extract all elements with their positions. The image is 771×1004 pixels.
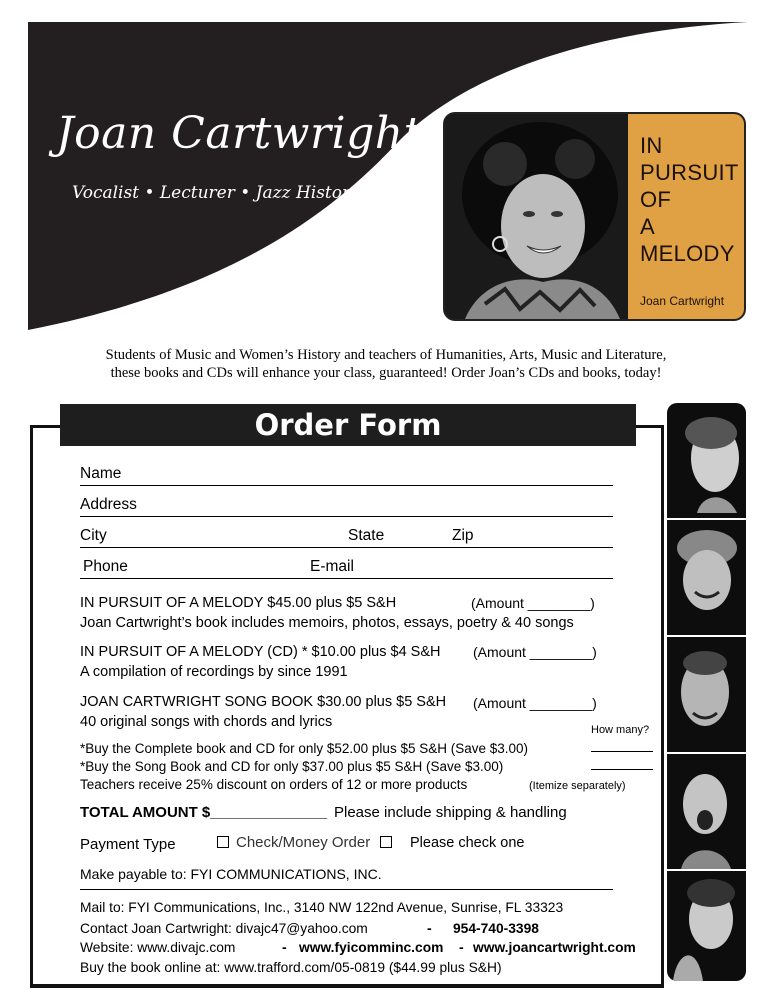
buy-online: Buy the book online at: www.trafford.com/05-0819 ($44.99 plus S&H) — [80, 960, 502, 975]
payment-type-label: Payment Type — [80, 836, 176, 853]
album-title: IN PURSUIT OF A MELODY — [640, 133, 739, 266]
offer-songbook-cd: *Buy the Song Book and CD for only $37.00 plus $5 S&H (Save $3.00) — [80, 759, 504, 774]
phone-email-field[interactable] — [80, 559, 613, 579]
product-book-description: Joan Cartwright’s book includes memoirs, photos, essays, poetry & 40 songs — [80, 615, 574, 631]
city-label: City — [80, 527, 107, 544]
address-field[interactable] — [80, 497, 613, 517]
portrait-4 — [667, 754, 746, 869]
contact-dash-1: - — [427, 920, 432, 936]
mail-address: Mail to: FYI Communications, Inc., 3140 NW 122nd Avenue, Sunrise, FL 33323 — [80, 900, 564, 915]
shipping-note: Please include shipping & handling — [334, 804, 567, 821]
payment-option-label: Check/Money Order — [236, 834, 371, 851]
zip-label: Zip — [452, 527, 474, 544]
offer-complete-book-cd: *Buy the Complete book and CD for only $52.00 plus $5 S&H (Save $3.00) — [80, 741, 529, 756]
address-label: Address — [80, 496, 137, 513]
product-book-amount[interactable]: (Amount ________) — [471, 595, 595, 611]
city-state-zip-field[interactable] — [80, 528, 613, 548]
portrait-gallery — [667, 403, 746, 981]
product-cd-description: A compilation of recordings by since 1991 — [80, 664, 348, 680]
portrait-3 — [667, 637, 746, 752]
itemize-note: (Itemize separately) — [529, 780, 626, 792]
portrait-2 — [667, 520, 746, 635]
artist-photo — [445, 114, 628, 319]
intro-text: Students of Music and Women’s History and teachers of Humanities, Arts, Music and Literature, these books and CDs will enhance your class, guaranteed! Order Joan’s CDs and books, today! — [105, 347, 667, 381]
payment-checkbox-2[interactable] — [380, 836, 392, 848]
contact-dash-2: - — [282, 939, 287, 955]
portrait-5 — [667, 871, 746, 981]
contact-email: Contact Joan Cartwright: divajc47@yahoo.com — [80, 921, 368, 936]
payment-note: Please check one — [410, 835, 525, 851]
payable-to: Make payable to: FYI COMMUNICATIONS, INC. — [80, 866, 382, 882]
payment-checkbox-1[interactable] — [217, 836, 229, 848]
product-cd-amount[interactable]: (Amount ________) — [473, 644, 597, 660]
state-label: State — [348, 527, 385, 544]
album-title-panel — [628, 114, 746, 319]
website-1[interactable]: Website: www.divajc.com — [80, 940, 236, 955]
website-3[interactable]: www.joancartwright.com — [473, 940, 636, 955]
portrait-1 — [667, 403, 746, 518]
album-cover — [443, 112, 746, 321]
product-songbook-description: 40 original songs with chords and lyrics — [80, 714, 333, 730]
product-book-title: IN PURSUIT OF A MELODY $45.00 plus $5 S&H — [80, 595, 397, 611]
product-songbook-title: JOAN CARTWRIGHT SONG BOOK $30.00 plus $5 S&H — [80, 694, 447, 710]
form-divider — [80, 889, 613, 890]
album-artist: Joan Cartwright — [640, 294, 725, 308]
product-cd-title: IN PURSUIT OF A MELODY (CD) * $10.00 plus $4 S&H — [80, 644, 441, 660]
offer-complete-quantity[interactable] — [591, 751, 653, 752]
how-many-label: How many? — [591, 724, 650, 736]
phone-label: Phone — [83, 558, 128, 575]
artist-name: Joan Cartwright — [56, 108, 422, 159]
teacher-discount: Teachers receive 25% discount on orders of 12 or more products — [80, 777, 468, 792]
contact-dash-3: - — [459, 939, 464, 955]
artist-roles: Vocalist • Lecturer • Jazz Historian — [72, 183, 377, 203]
offer-songbook-quantity[interactable] — [591, 769, 653, 770]
total-amount-field[interactable]: TOTAL AMOUNT $______________ — [80, 804, 328, 821]
contact-phone: 954-740-3398 — [453, 921, 539, 936]
email-label: E-mail — [310, 558, 354, 575]
website-2[interactable]: www.fyicomminc.com — [299, 940, 444, 955]
name-label: Name — [80, 465, 122, 482]
order-form-title: Order Form — [60, 404, 636, 446]
name-field[interactable] — [80, 466, 613, 486]
product-songbook-amount[interactable]: (Amount ________) — [473, 695, 597, 711]
